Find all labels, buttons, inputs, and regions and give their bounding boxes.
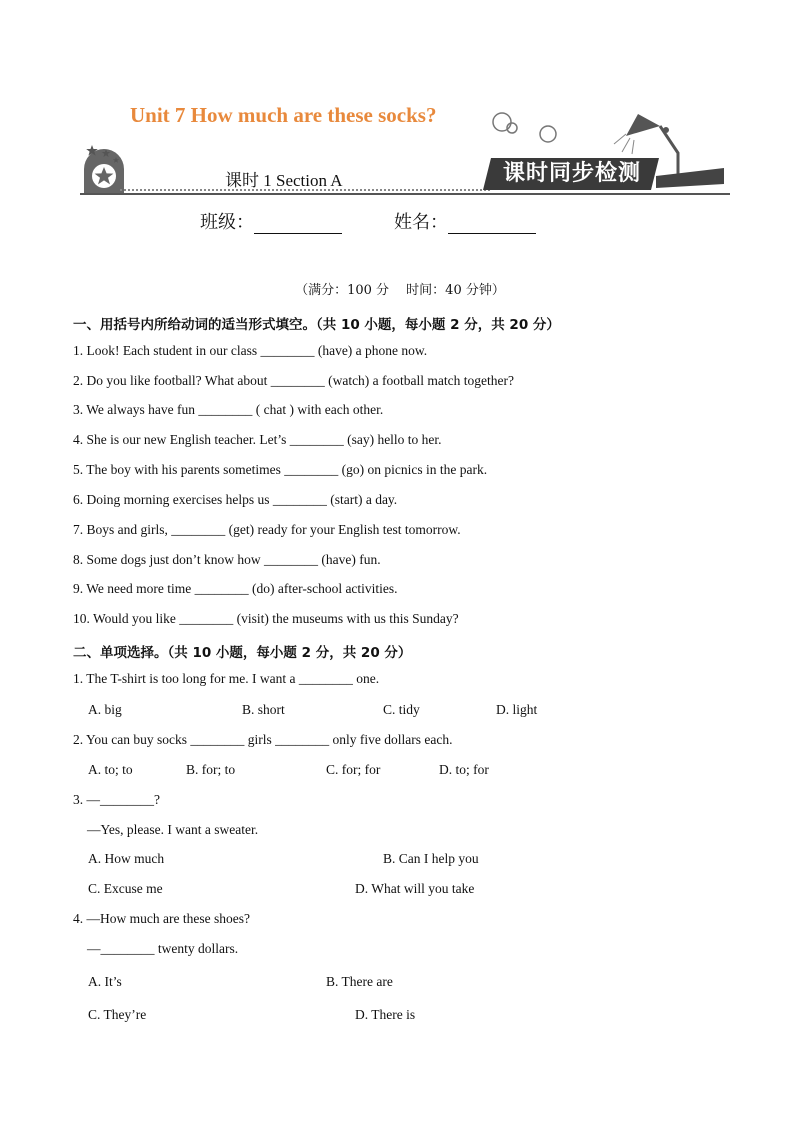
option-b[interactable]: B. for; to bbox=[186, 762, 236, 777]
option-d[interactable]: D. light bbox=[496, 702, 538, 717]
option-a[interactable]: A. to; to bbox=[88, 762, 133, 777]
option-b[interactable]: B. There are bbox=[326, 974, 393, 989]
page-title: Unit 7 How much are these socks? bbox=[130, 103, 437, 127]
class-blank[interactable] bbox=[254, 215, 342, 234]
option-d[interactable]: D. There is bbox=[355, 1007, 416, 1022]
option-a[interactable]: A. How much bbox=[88, 851, 165, 866]
lesson-label: 课时 1 Section A bbox=[225, 171, 343, 190]
option-c[interactable]: C. tidy bbox=[383, 702, 420, 717]
choice-question-stem: 1. The T-shirt is too long for me. I want a ________ one. bbox=[73, 671, 380, 686]
section2-heading: 二、单项选择。（共 10 小题，每小题 2 分，共 20 分） bbox=[73, 645, 412, 661]
fill-question: 2. Do you like football? What about ________ (watch) a football match together? bbox=[73, 373, 514, 388]
option-d[interactable]: D. to; for bbox=[439, 762, 489, 777]
class-field bbox=[200, 208, 342, 234]
name-blank[interactable] bbox=[448, 215, 536, 234]
fill-question: 4. She is our new English teacher. Let’s ________ (say) hello to her. bbox=[73, 432, 442, 447]
dialogue-line: —Yes, please. I want a sweater. bbox=[87, 822, 259, 837]
fill-question: 8. Some dogs just don’t know how ________ (have) fun. bbox=[73, 552, 381, 567]
score-time-info: （满分：100 分 时间：40 分钟） bbox=[295, 283, 505, 298]
class-label: 班级： bbox=[200, 212, 254, 233]
fill-question: 10. Would you like ________ (visit) the museums with us this Sunday? bbox=[73, 611, 459, 626]
choice-question-stem: 2. You can buy socks ________ girls ________ only five dollars each. bbox=[73, 732, 453, 747]
option-c[interactable]: C. They’re bbox=[88, 1007, 147, 1022]
option-d[interactable]: D. What will you take bbox=[355, 881, 475, 896]
option-a[interactable]: A. It’s bbox=[88, 974, 122, 989]
choice-question-stem: 4. —How much are these shoes? bbox=[73, 911, 250, 926]
name-field bbox=[394, 208, 536, 234]
option-a[interactable]: A. big bbox=[88, 702, 122, 717]
choice-question-stem: 3. —________? bbox=[73, 792, 160, 807]
stamp-label: 课时同步检测 bbox=[502, 161, 641, 186]
fill-question: 7. Boys and girls, ________ (get) ready for your English test tomorrow. bbox=[73, 522, 461, 537]
option-b[interactable]: B. short bbox=[242, 702, 285, 717]
option-c[interactable]: C. Excuse me bbox=[88, 881, 163, 896]
option-b[interactable]: B. Can I help you bbox=[383, 851, 479, 866]
fill-question: 5. The boy with his parents sometimes ________ (go) on picnics in the park. bbox=[73, 462, 488, 477]
section1-heading: 一、用括号内所给动词的适当形式填空。（共 10 小题，每小题 2 分，共 20 分） bbox=[73, 317, 560, 333]
name-label: 姓名： bbox=[394, 212, 448, 233]
fill-question: 3. We always have fun ________ ( chat ) with each other. bbox=[73, 402, 384, 417]
fill-question: 6. Doing morning exercises helps us ________ (start) a day. bbox=[73, 492, 398, 507]
dialogue-line: —________ twenty dollars. bbox=[87, 941, 239, 956]
option-c[interactable]: C. for; for bbox=[326, 762, 381, 777]
fill-question: 1. Look! Each student in our class ________ (have) a phone now. bbox=[73, 343, 428, 358]
fill-question: 9. We need more time ________ (do) after-school activities. bbox=[73, 581, 398, 596]
